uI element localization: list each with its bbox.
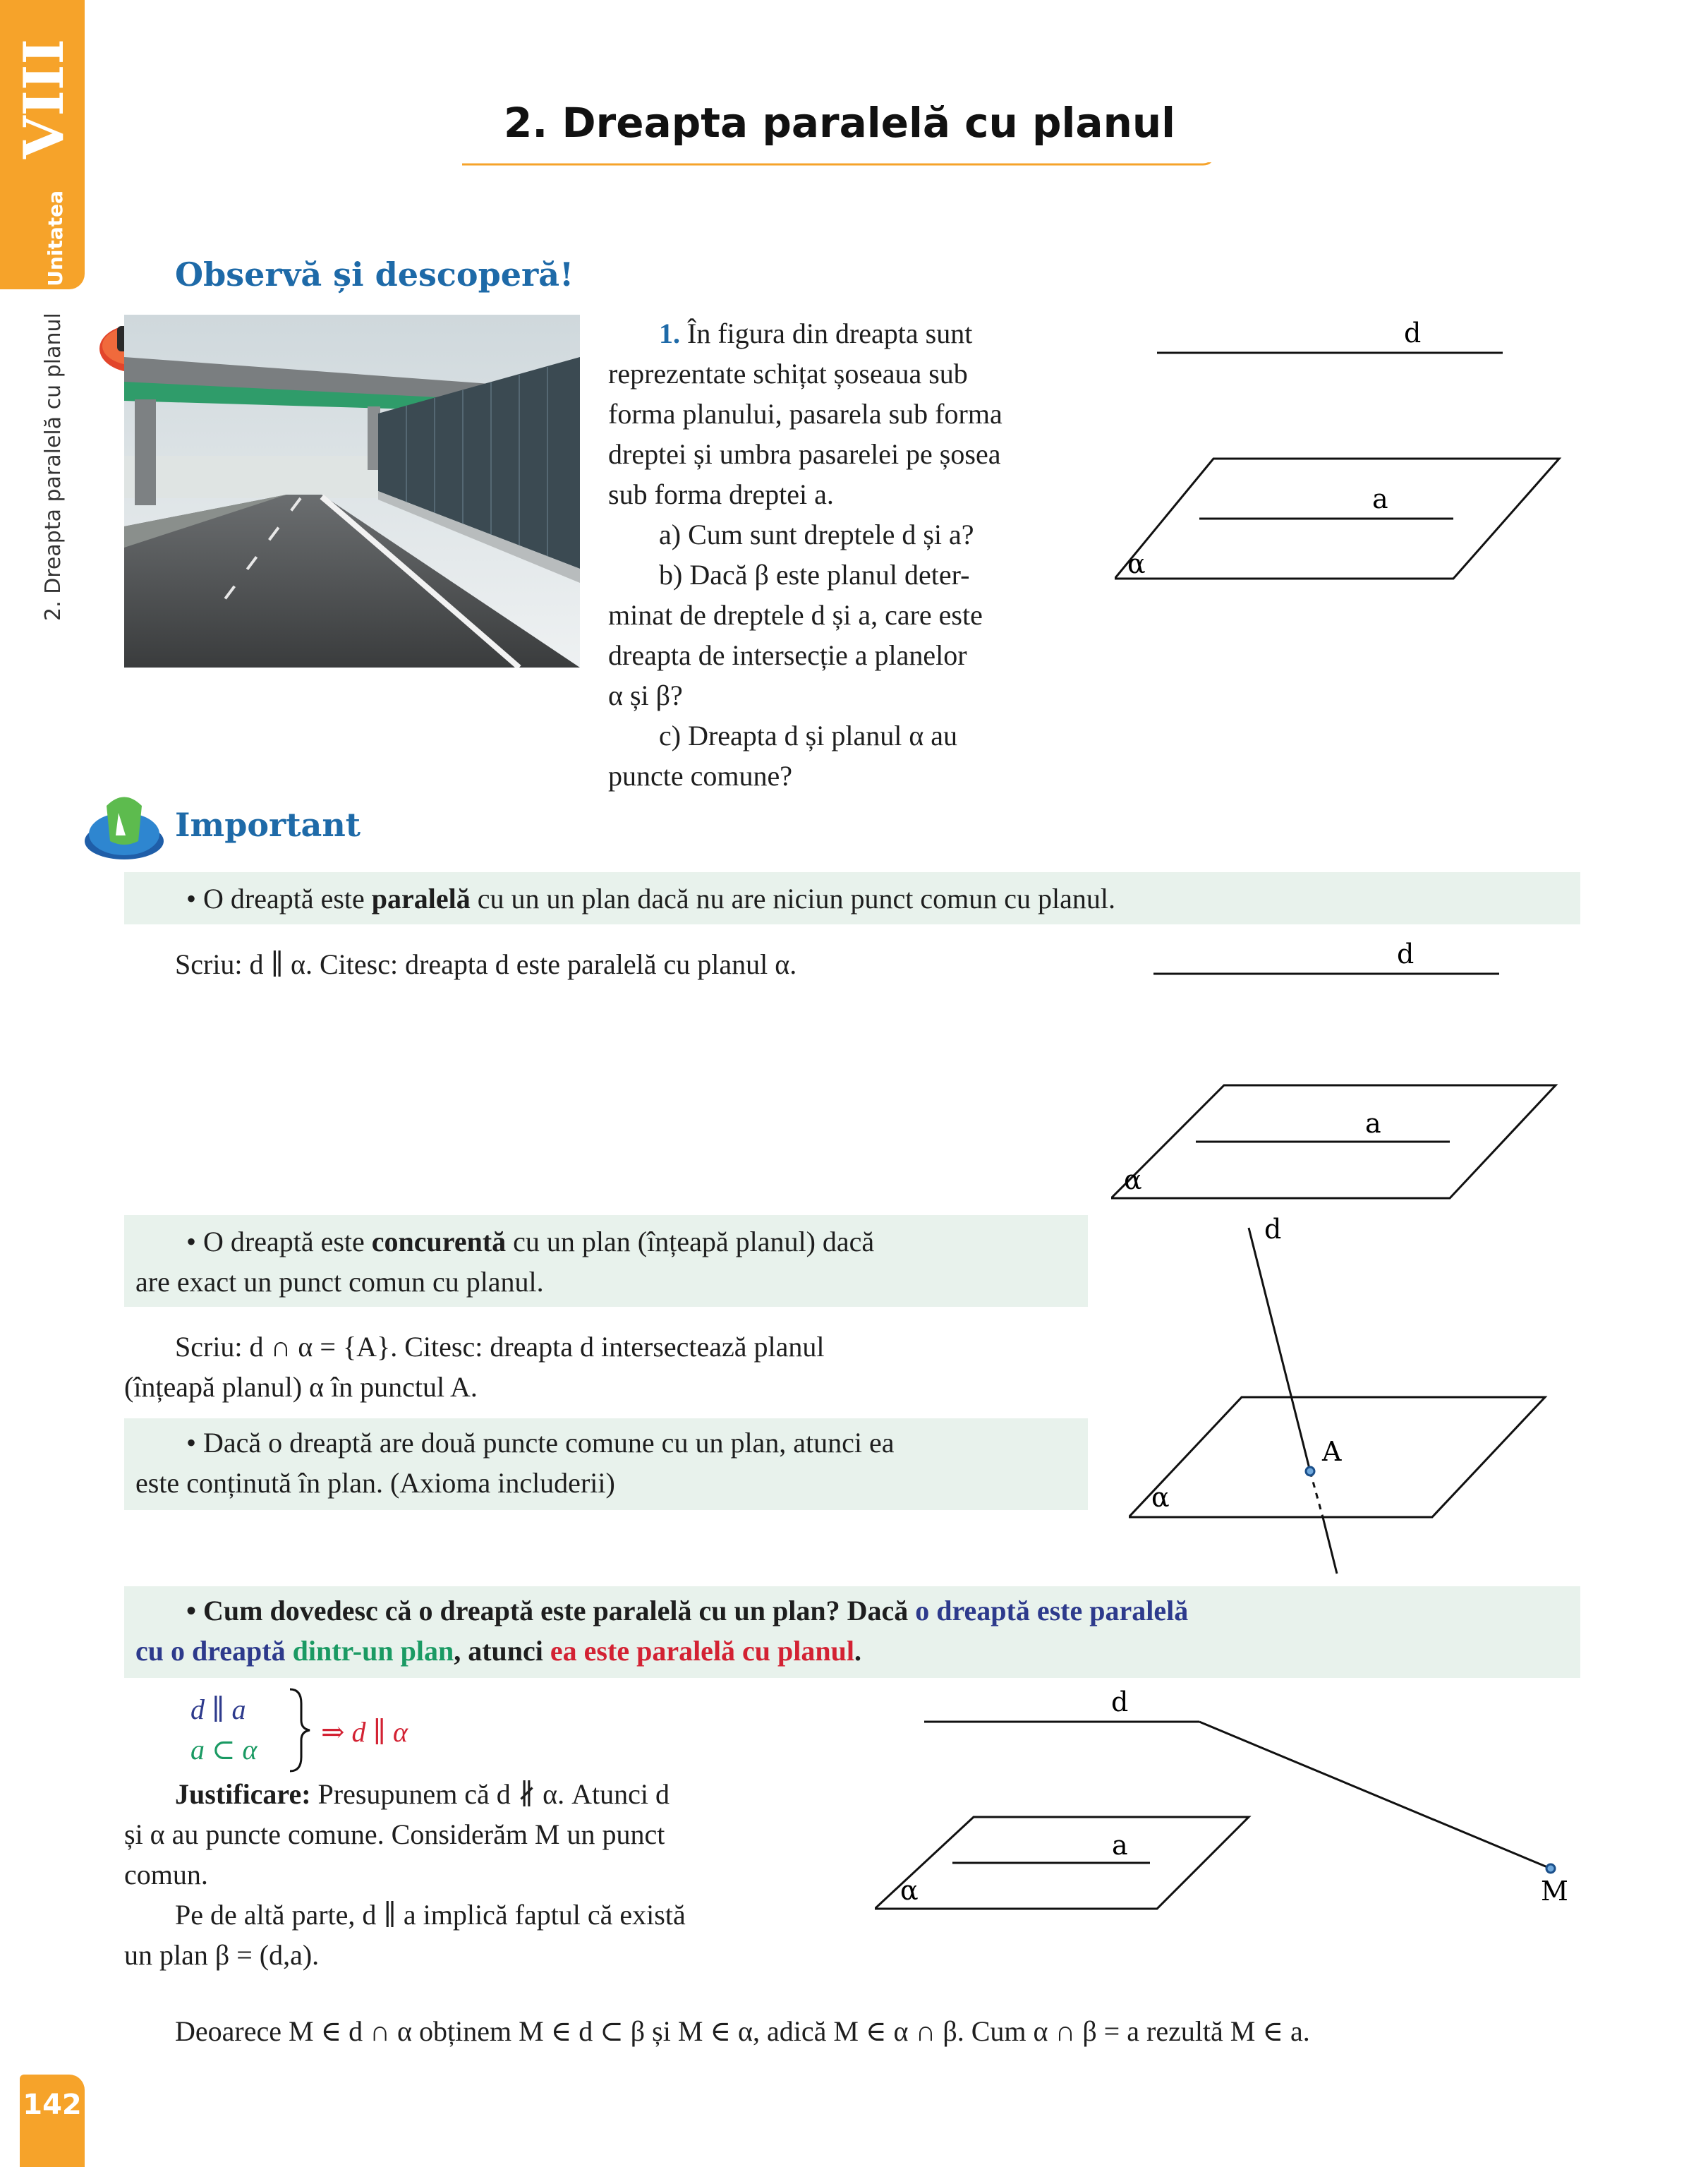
important-icon — [82, 792, 166, 862]
label-d: d — [1404, 318, 1422, 349]
point-M — [1546, 1864, 1555, 1873]
figure-parallel-1 — [1115, 310, 1580, 607]
unit-label: Unitatea — [44, 191, 67, 286]
theorem-question: Cum dovedesc că o dreaptă este paralelă cu un plan? — [203, 1595, 840, 1626]
question-b-line3: dreapta de intersecție a planelor — [608, 639, 967, 671]
figure-justification — [875, 1679, 1580, 1912]
problem-line-4: dreptei și umbra pasarelei pe șosea — [608, 438, 1001, 470]
question-b-line4: α și β? — [608, 680, 683, 711]
label-a: a — [1112, 1830, 1128, 1861]
figure-concurrent — [1129, 1200, 1566, 1595]
term-parallel: paralelă — [371, 883, 471, 915]
figure-parallel-2 — [1111, 931, 1577, 1200]
label-alpha: α — [1127, 548, 1146, 579]
theorem-text: • Cum dovedesc că o dreaptă este paralelă cu un plan? Dacă o dreaptă este paralelă cu o dreaptă dintr-un plan, atunci ea este paralelă cu planul. — [135, 1595, 1189, 1667]
definition-parallel: • O dreaptă este paralelă cu un un plan dacă nu are niciun punct comun cu planul. — [186, 883, 1115, 915]
question-c: c) Dreapta d și planul α au — [659, 720, 958, 751]
justification-conclusion: Deoarece M ∈ d ∩ α obținem M ∈ d ⊂ β și M ∈ α, adică M ∈ α ∩ β. Cum α ∩ β = a rezultă M ∈ a. — [175, 2015, 1310, 2047]
problem-line-2: reprezentate schițat șoseaua sub — [608, 358, 968, 390]
question-b-line2: minat de dreptele d și a, care este — [608, 599, 983, 631]
question-b: b) Dacă β este planul deter- — [659, 559, 970, 591]
label-A: A — [1322, 1436, 1342, 1467]
label-a: a — [1365, 1108, 1381, 1139]
axiom-text: • Dacă o dreaptă are două puncte comune cu un plan, atunci ea este conținută în plan. (Axioma includerii) — [135, 1427, 895, 1499]
term-concurrent: concurentă — [371, 1226, 507, 1257]
label-d: d — [1397, 938, 1415, 970]
label-a: a — [1372, 483, 1388, 514]
justification-label: Justificare: — [175, 1778, 311, 1810]
label-d: d — [1264, 1214, 1282, 1245]
title-underline — [85, 162, 1594, 169]
definition-concurrent: • O dreaptă este concurentă cu un plan (înțeapă planul) dacă are exact un punct comun cu planul. — [135, 1226, 875, 1298]
implication-result: ⇒ d ∥ α — [321, 1716, 408, 1748]
problem-line-1: 1. În figura din dreapta sunt — [659, 318, 973, 349]
point-A — [1306, 1467, 1314, 1475]
label-d: d — [1111, 1686, 1129, 1718]
label-alpha: α — [1151, 1482, 1170, 1513]
line-d-hidden — [1310, 1471, 1323, 1517]
problem-line-5: sub forma dreptei a. — [608, 478, 834, 510]
label-alpha: α — [900, 1875, 919, 1906]
premise-2: a ⊂ α — [190, 1734, 258, 1765]
line-d — [1249, 1228, 1310, 1471]
implication-premises — [190, 1689, 258, 1770]
brace-icon — [286, 1686, 314, 1774]
premise-1: d ∥ a — [190, 1694, 246, 1725]
line-d-below — [1323, 1517, 1337, 1574]
line-d-continued — [1199, 1722, 1551, 1869]
question-a: a) Cum sunt dreptele d și a? — [659, 519, 974, 550]
page-title: 2. Dreapta paralelă cu planul — [503, 99, 1176, 147]
page-number: 142 — [23, 2089, 82, 2121]
unit-number: VIII — [12, 39, 76, 159]
problem-line-3: forma planului, pasarela sub forma — [608, 398, 1003, 430]
problem-number: 1. — [659, 318, 680, 349]
justification: Justificare: Presupunem că d ∦ α. Atunci d și α au puncte comune. Considerăm M un punct comun. Pe de altă parte, d ∥ a implică faptul că există un plan β = (d,a). — [124, 1778, 686, 1971]
notation-parallel: Scriu: d ∥ α. Citesc: dreapta d este paralelă cu planul α. — [175, 948, 797, 980]
observe-header: Observă și descoperă! — [175, 255, 574, 294]
notation-concurrent: Scriu: d ∩ α = {A}. Citesc: dreapta d intersectează planul (înțeapă planul) α în punctul A. — [124, 1331, 825, 1403]
highway-bridge-photo — [124, 315, 580, 668]
label-alpha: α — [1124, 1164, 1142, 1195]
important-header: Important — [175, 806, 361, 844]
problem-text — [608, 313, 1074, 796]
side-section-title: 2. Dreapta paralelă cu planul — [41, 313, 66, 621]
question-c-line2: puncte comune? — [608, 760, 792, 792]
label-M: M — [1541, 1876, 1568, 1907]
